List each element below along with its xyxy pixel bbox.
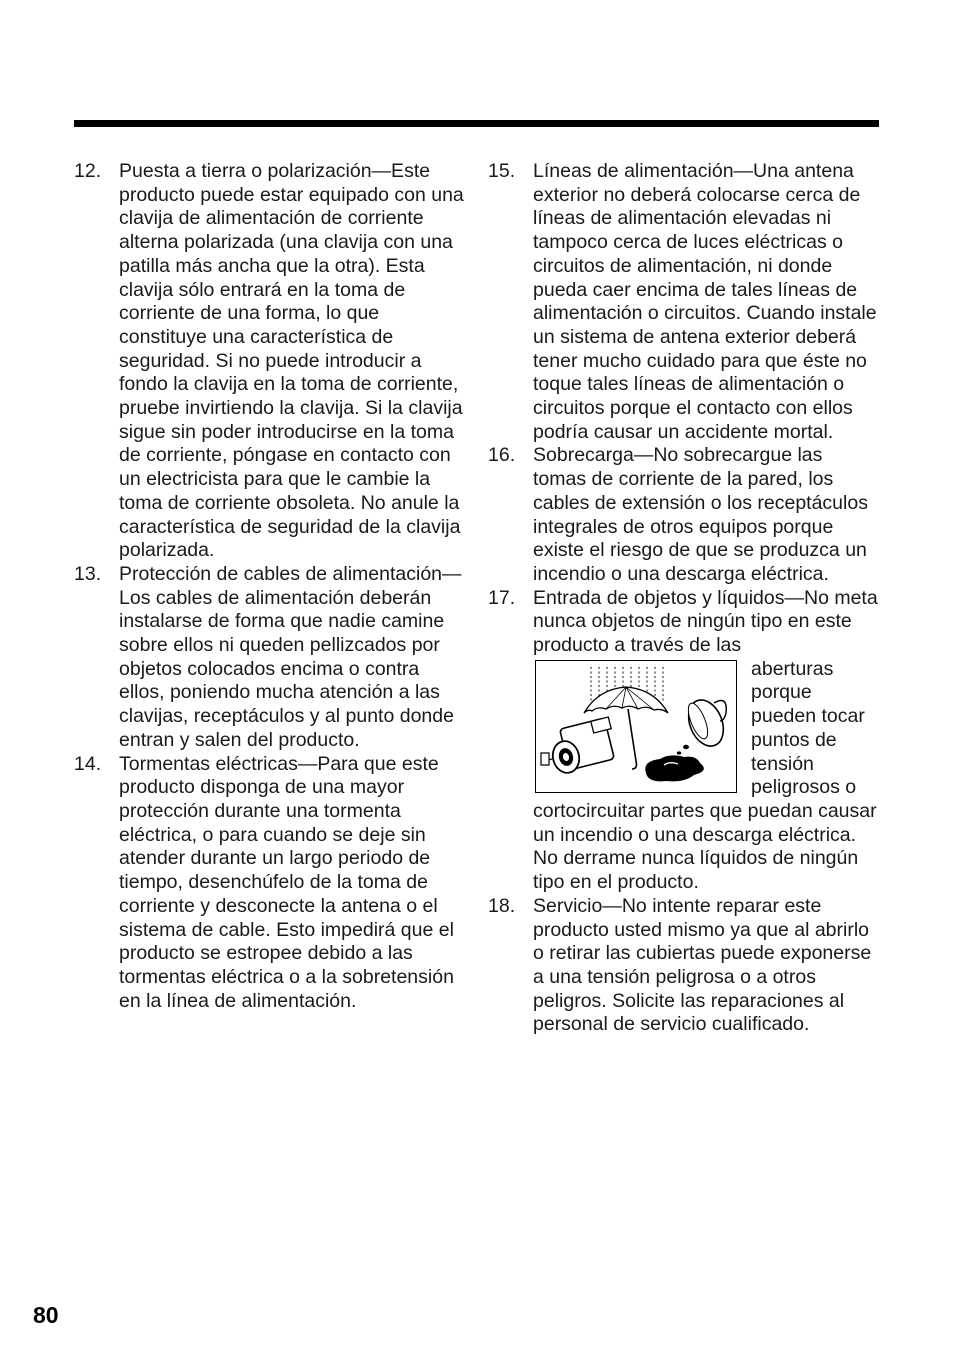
item-text: Puesta a tierra o polarización—Este producto puede estar equipado con una clavija de alimentación de corriente alterna polarizada (una clavija con una patilla más ancha que la otra). Esta clavija sólo entrará en la toma de corriente de una forma, lo que constituye una característica de seguridad. Si no puede introducir a fondo la clavija en la toma de corriente, pruebe invirtiendo la clavija. Si la clavija sigue sin poder introducirse en la toma de corriente, póngase en contacto con un electricista para que le cambie la toma de corriente obsoleta. No anule la característica de seguridad de la clavija polarizada.: [119, 160, 464, 562]
item-text-intro: Entrada de objetos y líquidos—No meta nunca objetos de ningún tipo en este producto a través de las: [533, 586, 878, 657]
camcorder-umbrella-cup-icon: [536, 661, 736, 792]
item-text: Protección de cables de alimentación—Los cables de alimentación deberán instalarse de forma que nadie camine sobre ellos ni queden pellizcados por objetos colocados encima o contra ellos, poniendo mucha atención a las clavijas, receptáculos y al punto donde entran y salen del producto.: [119, 562, 462, 751]
item-number: 14.: [74, 752, 102, 775]
list-item-18: [488, 895, 880, 1037]
list-item-15: [488, 160, 880, 444]
left-column: [74, 160, 469, 1013]
item-number: 15.: [488, 160, 516, 182]
list-item-14: [74, 753, 469, 1014]
item-number: 12.: [74, 160, 102, 182]
item-number: 13.: [74, 562, 102, 585]
list-item-13: [74, 563, 469, 753]
header-rule: [74, 120, 879, 127]
item-number: 17.: [488, 586, 516, 609]
item-text: Servicio—No intente reparar este producto usted mismo ya que al abrirlo o retirar las cubiertas puede exponerse a una tensión peligrosa o a otros peligros. Solicite las reparaciones al personal de servicio cualificado.: [533, 894, 872, 1036]
item-text-continued: aberturas porque pueden tocar puntos de tensión peligrosos o cortocircuitar partes que puedan causar un incendio o una descarga eléctrica. No derrame nunca líquidos de ningún tipo en el producto.: [533, 657, 877, 894]
item-text: Tormentas eléctricas—Para que este producto disponga de una mayor protección durante una tormenta eléctrica, o para cuando se deje sin atender durante un largo periodo de tiempo, desenchúfelo de la toma de corriente y desconecte la antena o el sistema de cable. Esto impedirá que el producto se estropee debido a las tormentas eléctrica o a la sobretensión en la línea de alimentación.: [119, 752, 454, 1012]
item-number: 18.: [488, 894, 516, 917]
list-item-17: [488, 587, 880, 895]
list-item-12: [74, 160, 469, 563]
item-number: 16.: [488, 444, 516, 467]
liquid-warning-illustration: [535, 660, 737, 793]
page-number: 80: [33, 1302, 59, 1328]
item-text: Líneas de alimentación—Una antena exterior no deberá colocarse cerca de líneas de alimentación elevadas ni tampoco cerca de luces eléctricas o circuitos de alimentación, ni donde pueda caer encima de tales líneas de alimentación o circuitos. Cuando instale un sistema de antena exterior deberá tener mucho cuidado para que éste no toque tales líneas de alimentación o circuitos porque el contacto con ellos podría causar un accidente mortal.: [533, 160, 877, 443]
right-column: [488, 160, 880, 1037]
list-item-16: [488, 444, 880, 586]
item-text: Sobrecarga—No sobrecargue las tomas de corriente de la pared, los cables de extensión o los receptáculos integrales de otros equipos porque existe el riesgo de que se produzca un incendio o una descarga eléctrica.: [533, 444, 868, 585]
